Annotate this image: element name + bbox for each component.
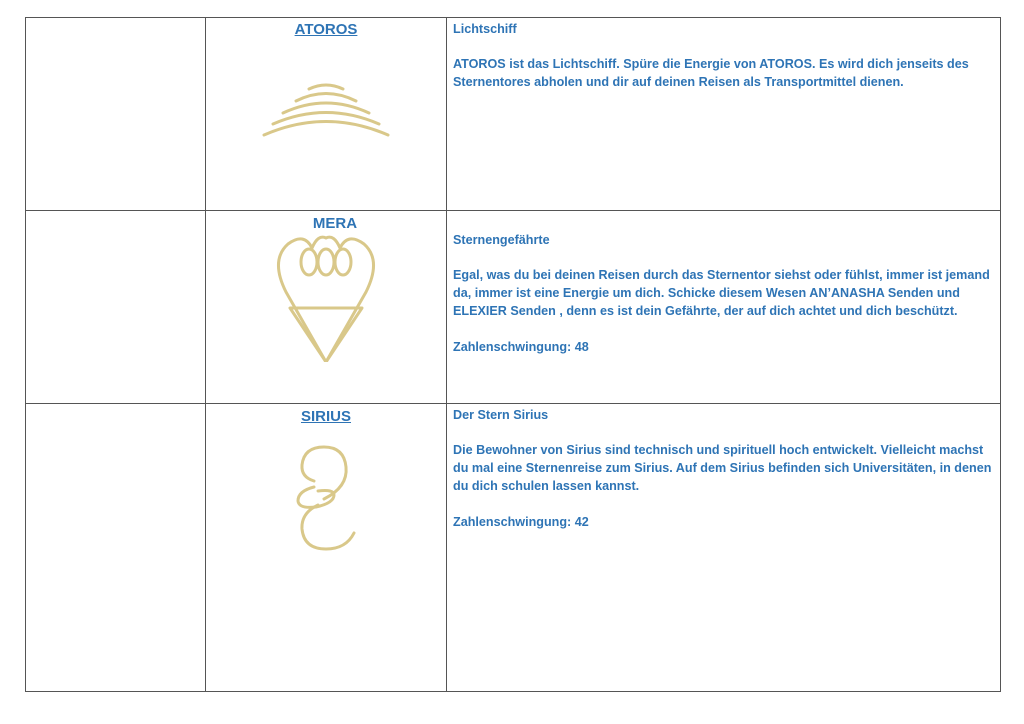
symbol-name: SIRIUS xyxy=(300,408,351,425)
description: ATOROS ist das Lichtschiff. Spüre die Energie von ATOROS. Es wird dich jenseits des Sternentores abholen und dir auf deinen Reisen als Transportmittel dienen. xyxy=(453,57,969,89)
frequency: Zahlenschwingung: 42 xyxy=(453,515,589,529)
subtitle: Lichtschiff xyxy=(453,22,517,36)
empty-cell xyxy=(26,404,206,692)
frequency: Zahlenschwingung: 48 xyxy=(453,340,589,354)
table-row xyxy=(26,18,1001,211)
description: Die Bewohner von Sirius sind technisch und spirituell hoch entwickelt. Vielleicht machst du mal eine Sternenreise zum Sirius. Auf dem Sirius befinden sich Universitäten, in denen du dich schulen lassen kannst. xyxy=(453,443,992,493)
symbol-cell xyxy=(206,404,447,692)
double-hook-icon xyxy=(206,425,446,555)
arcs-icon xyxy=(206,38,446,148)
heart-loops-icon xyxy=(206,232,446,362)
description-cell xyxy=(447,404,1001,692)
table-row xyxy=(26,404,1001,692)
symbol-cell xyxy=(206,18,447,211)
table-row xyxy=(26,211,1001,404)
symbol-table-page xyxy=(25,17,999,692)
symbol-name: MERA xyxy=(312,215,358,232)
symbol-name: ATOROS xyxy=(294,21,358,38)
description-cell xyxy=(447,18,1001,211)
description-cell xyxy=(447,211,1001,404)
empty-cell xyxy=(26,211,206,404)
subtitle: Sternengefährte xyxy=(453,233,550,247)
symbol-table xyxy=(25,17,1001,692)
empty-cell xyxy=(26,18,206,211)
symbol-cell xyxy=(206,211,447,404)
subtitle: Der Stern Sirius xyxy=(453,408,549,422)
description: Egal, was du bei deinen Reisen durch das Sternentor siehst oder fühlst, immer ist jemand da, immer ist eine Energie um dich. Schicke diesem Wesen AN’ANASHA Senden und ELEXIER Senden , denn es ist dein Gefährte, der auf dich achtet und dich beschützt. xyxy=(453,268,990,318)
